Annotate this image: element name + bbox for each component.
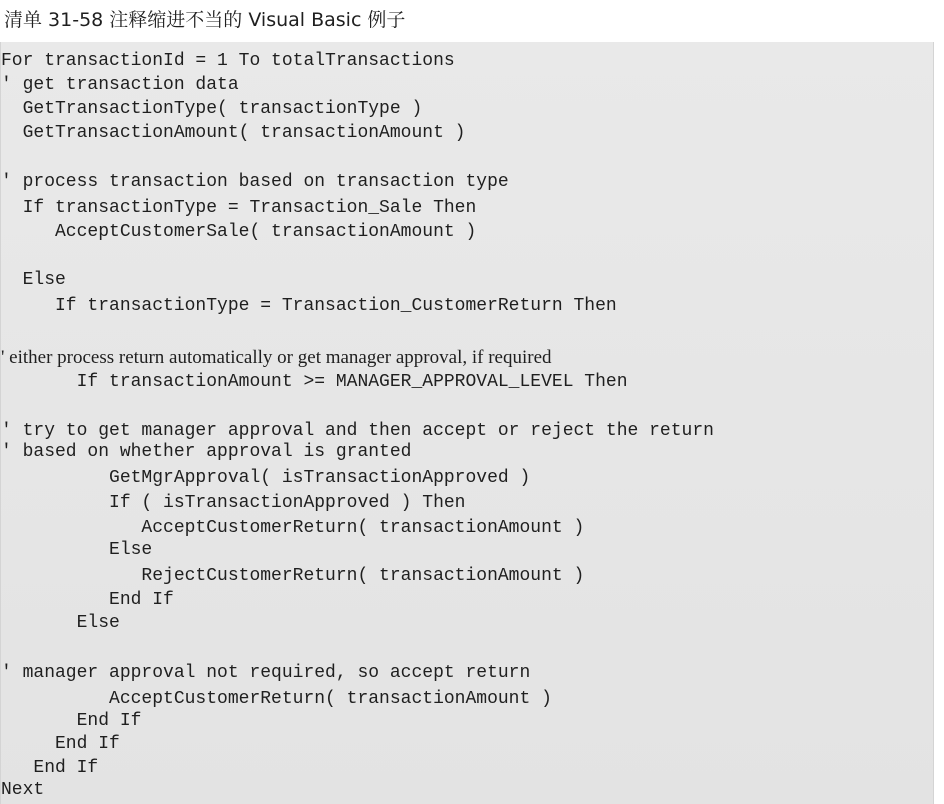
code-line: AcceptCustomerReturn( transactionAmount ): [1, 689, 552, 709]
code-line: ' process transaction based on transaction type: [1, 172, 509, 192]
code-line: ' either process return automatically or get manager approval, if required: [1, 347, 552, 368]
code-line: ' manager approval not required, so accept return: [1, 663, 531, 683]
code-line: If transactionAmount >= MANAGER_APPROVAL_LEVEL Then: [1, 372, 628, 392]
code-line: If transactionType = Transaction_Sale Then: [1, 198, 477, 218]
code-line: GetTransactionAmount( transactionAmount ): [1, 123, 466, 143]
code-line: ' try to get manager approval and then accept or reject the return: [1, 421, 714, 441]
code-line: If ( isTransactionApproved ) Then: [1, 493, 466, 513]
code-line: Else: [1, 540, 153, 560]
code-line: For transactionId = 1 To totalTransactions: [1, 51, 455, 71]
code-line: End If: [1, 734, 120, 754]
code-line: GetMgrApproval( isTransactionApproved ): [1, 468, 531, 488]
code-line: ' get transaction data: [1, 75, 239, 95]
code-line: Else: [1, 270, 66, 290]
code-line: If transactionType = Transaction_CustomerReturn Then: [1, 296, 617, 316]
code-line: ' based on whether approval is granted: [1, 442, 412, 462]
code-block: [0, 42, 934, 804]
code-line: GetTransactionType( transactionType ): [1, 99, 423, 119]
code-line: AcceptCustomerReturn( transactionAmount ): [1, 518, 585, 538]
code-line: Next: [1, 780, 45, 800]
code-line: End If: [1, 758, 99, 778]
code-line: AcceptCustomerSale( transactionAmount ): [1, 222, 477, 242]
code-line: RejectCustomerReturn( transactionAmount ): [1, 566, 585, 586]
listing-title: 清单 31-58 注释缩进不当的 Visual Basic 例子: [4, 9, 406, 31]
code-line: End If: [1, 590, 174, 610]
code-line: End If: [1, 711, 142, 731]
code-line: Else: [1, 613, 120, 633]
